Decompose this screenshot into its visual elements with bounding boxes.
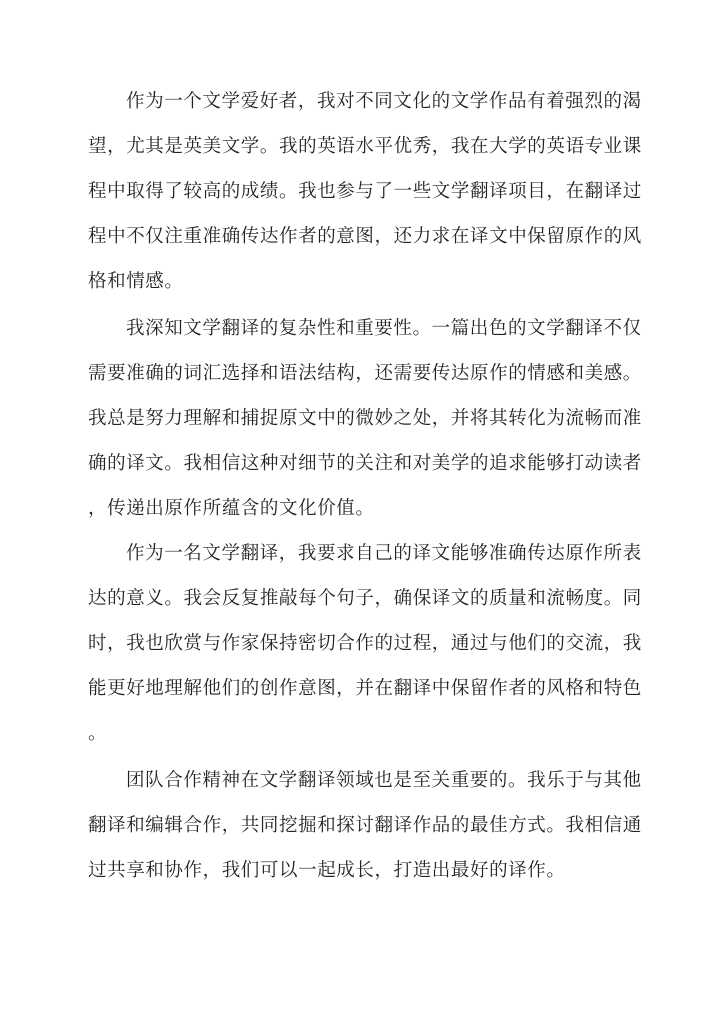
paragraph-line: 能更好地理解他们的创作意图，并在翻译中保留作者的风格和特色 <box>88 678 642 699</box>
paragraph-line: 翻译和编辑合作，共同挖掘和探讨翻译作品的最佳方式。我相信通 <box>88 815 642 836</box>
paragraph-line: 时，我也欣赏与作家保持密切合作的过程，通过与他们的交流，我 <box>88 633 642 654</box>
paragraph-line: 需要准确的词汇选择和语法结构，还需要传达原作的情感和美感。 <box>88 363 642 384</box>
paragraph-line: 程中取得了较高的成绩。我也参与了一些文学翻译项目，在翻译过 <box>88 181 642 202</box>
paragraph-line: ，传递出原作所蕴含的文化价值。 <box>88 498 375 519</box>
paragraph-line: 程中不仅注重准确传达作者的意图，还力求在译文中保留原作的风 <box>88 226 642 247</box>
paragraph-4 <box>88 758 640 893</box>
paragraph-line: 我总是努力理解和捕捉原文中的微妙之处，并将其转化为流畅而准 <box>88 408 642 429</box>
paragraph-line: 作为一个文学爱好者，我对不同文化的文学作品有着强烈的渴 <box>126 91 642 112</box>
paragraph-3 <box>88 531 640 756</box>
paragraph-line: 作为一名文学翻译，我要求自己的译文能够准确传达原作所表 <box>126 543 642 564</box>
paragraph-2 <box>88 306 640 531</box>
paragraph-line: 达的意义。我会反复推敲每个句子，确保译文的质量和流畅度。同 <box>88 588 642 609</box>
paragraph-line: 。 <box>88 723 108 744</box>
paragraph-1 <box>88 79 640 304</box>
paragraph-line: 望，尤其是英美文学。我的英语水平优秀，我在大学的英语专业课 <box>88 136 642 157</box>
paragraph-line: 我深知文学翻译的复杂性和重要性。一篇出色的文学翻译不仅 <box>126 318 642 339</box>
paragraph-line: 过共享和协作，我们可以一起成长，打造出最好的译作。 <box>88 860 566 881</box>
paragraph-line: 确的译文。我相信这种对细节的关注和对美学的追求能够打动读者 <box>88 453 642 474</box>
paragraph-line: 格和情感。 <box>88 271 184 292</box>
paragraph-line: 团队合作精神在文学翻译领域也是至关重要的。我乐于与其他 <box>126 770 642 791</box>
